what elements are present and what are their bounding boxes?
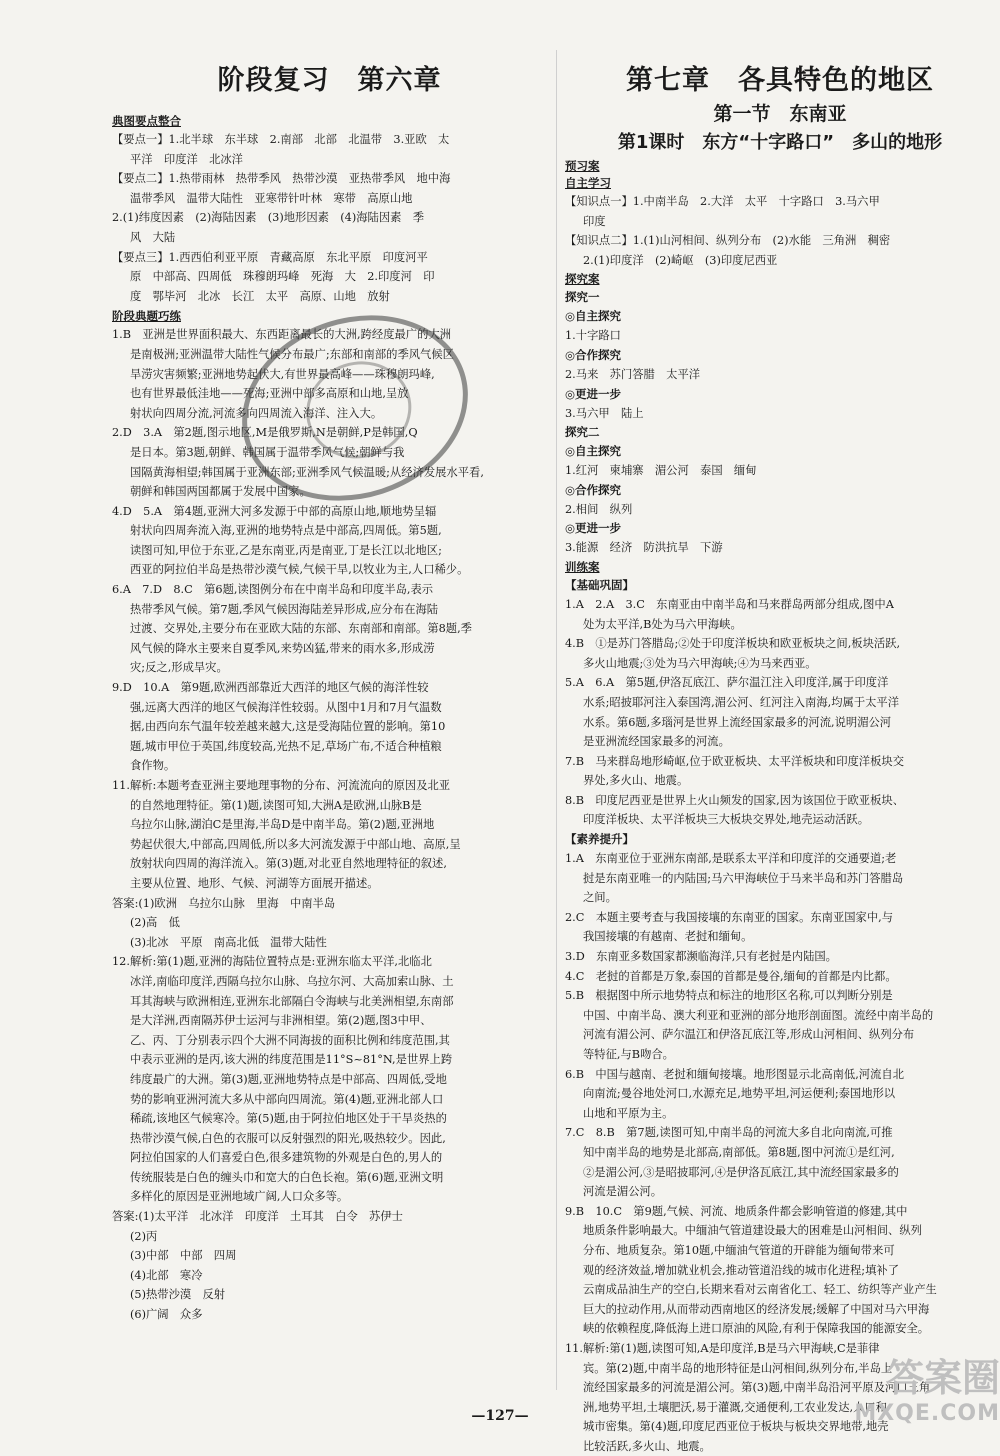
knowledge-line: 【知识点一】1.中南半岛 2.大洋 太平 十字路口 3.马六甲 — [565, 195, 880, 208]
advanced-answer-line: 分布、地质复杂。第10题,中缅油气管道的开辟能为缅甸带来可 — [583, 1243, 895, 1257]
practice-answer-line: 国隔黄海相望;韩国属于亚洲东部;亚洲季风气候温暖;从经济发展水平看, — [130, 465, 484, 479]
basic-answer-line: 界处,多火山、地震。 — [583, 774, 689, 788]
practice-answer-line: 是大洋洲,西南隔苏伊士运河与非洲相望。第(2)题,图3中甲、 — [130, 1014, 432, 1028]
practice-answer-line: 11.解析:本题考查亚洲主要地理事物的分布、河流流向的原因及北亚 — [112, 779, 451, 792]
advanced-answer-line: 比较活跃,多火山、地震。 — [583, 1439, 711, 1453]
practice-answer-line: 的自然地理特征。第(1)题,读图可知,大洲A是欧洲,山脉B是 — [130, 798, 422, 812]
site-watermark — [820, 1356, 1000, 1444]
explore-case-heading: 探究案 — [565, 272, 600, 287]
knowledge-line: 印度 — [583, 214, 606, 228]
practice-answer-line: 题,城市甲位于英国,纬度较高,光热不足,草场广布,不适合种植粮 — [130, 739, 442, 753]
practice-answer-line: 主要从位置、地形、气候、河湖等方面展开描述。 — [130, 876, 379, 890]
advanced-answer-line: 城市密集。第(4)题,印度尼西亚位于板块与板块交界地带,地壳 — [583, 1420, 889, 1434]
advanced-answer-line: 洲,地势平坦,土壤肥沃,易于灌溉,交通便利,工农业发达,人口和 — [583, 1400, 887, 1414]
practice-answer-line: 射状向四周奔流入海,亚洲的地势特点是中部高,四周低。第5题, — [130, 524, 442, 538]
basic-answer-line: 印度洋板块、太平洋板块三大板块交界处,地壳运动活跃。 — [583, 813, 870, 827]
map-point-line: 原 中部高、四周低 珠穆朗玛峰 死海 大 2.印度河 印 — [130, 270, 435, 284]
map-point-line: 温带季风 温带大陆性 亚寒带针叶林 寒带 高原山地 — [130, 191, 413, 205]
advanced-answer-line: 5.B 根据图中所示地势特点和标注的地形区名称,可以判断分别是 — [565, 989, 893, 1003]
practice-answer-line: 旱涝灾害频繁;亚洲地势起伏大,有世界最高峰——珠穆朗玛峰, — [130, 367, 435, 381]
chapter-title: 第七章 各具特色的地区 — [626, 65, 934, 96]
advanced-answer-line: 地质条件影响最大。中缅油气管道建设最大的困难是山河相间、纵列 — [583, 1224, 922, 1238]
practice-answer-line: 也有世界最低洼地——死海;亚洲中部多高原和山地,呈放 — [130, 387, 409, 401]
knowledge-point-one — [565, 192, 995, 231]
column-divider — [556, 50, 557, 1390]
practice-answer-line: 乙、丙、丁分别表示四个大洲不同海拔的面积比例和纬度范围,其 — [130, 1033, 450, 1047]
basic-answer-line: 4.B ①是苏门答腊岛;②处于印度洋板块和欧亚板块之间,板块活跃, — [565, 637, 901, 651]
explore-subheading: ◎自主探究 — [565, 309, 622, 324]
lesson-title: 第1课时 东方“十字路口” 多山的地形 — [617, 132, 943, 153]
basic-answer-line: 8.B 印度尼西亚是世界上火山频发的国家,因为该国位于欧亚板块、 — [565, 793, 904, 807]
basic-answer-line: 水系;昭披耶河注入泰国湾,湄公河、红河注入南海,均属于太平洋 — [583, 695, 900, 709]
advanced-answer-line: 流经国家最多的河流是湄公河。第(3)题,中南半岛沿河平原及河口三角 — [583, 1381, 931, 1395]
practice-answer-line: 稀疏,该地区气候寒冷。第(5)题,由于阿拉伯地区处于干旱炎热的 — [130, 1112, 447, 1126]
advanced-answer-line: 宾。第(2)题,中南半岛的地形特征是山河相间,纵列分布,半岛上 — [583, 1361, 893, 1375]
explore-subheading: ◎自主探究 — [565, 444, 622, 459]
practice-answer-line: 风气候的降水主要来自夏季风,来势凶猛,带来的雨水多,形成涝 — [130, 641, 435, 655]
practice-answer-line: 热带沙漠气候,白色的衣服可以反射强烈的阳光,吸热较少。因此, — [130, 1131, 446, 1145]
section-title: 第一节 东南亚 — [713, 103, 847, 125]
practice-answer-line: 是南极洲;亚洲温带大陆性气候分布最广;东部和南部的季风气候区 — [130, 347, 454, 361]
practice-answer-line: 冰洋,南临印度洋,西隔乌拉尔山脉、乌拉尔河、大高加索山脉、土 — [130, 974, 454, 988]
advanced-answer-line: 4.C 老挝的首都是万象,泰国的首都是曼谷,缅甸的首都是内比都。 — [565, 969, 897, 983]
basic-answer-line: 7.B 马来群岛地形崎岖,位于欧亚板块、太平洋板块和印度洋板块交 — [565, 754, 904, 768]
explore-one-block — [565, 307, 995, 423]
left-column — [112, 58, 547, 1325]
practice-answer-line: 6.A 7.D 8.C 第6题,读图例分布在中南半岛和印度半岛,表示 — [112, 583, 434, 597]
practice-answer-line: 多样化的原因是亚洲地域广阔,人口众多等。 — [130, 1190, 349, 1204]
practice-answer-line: 势的影响亚洲河流大多从中部向四周流。第(4)题,亚洲北部人口 — [130, 1092, 444, 1106]
practice-answer-line: 朝鲜和韩国两国都属于发展中国家。 — [130, 485, 311, 499]
practice-answer-line: 纬度最广的大洲。第(3)题,亚洲地势特点是中部高、四周低,受地 — [130, 1072, 447, 1086]
advanced-answer-line: 河流是湄公河。 — [583, 1185, 663, 1199]
practice-answer-line: 据,由西向东气温年较差越来越大,这是受海陆位置的影响。第10 — [130, 720, 446, 734]
map-point-line: 风 大陆 — [130, 230, 176, 244]
advanced-answer-line: 巨大的拉动作用,从而带动西南地区的经济发展;缓解了中国对马六甲海 — [583, 1302, 930, 1316]
practice-answer-line: 势起伏很大,中部高,四周低,所以多大河流发源于中部山地、高原,呈 — [130, 837, 461, 851]
advanced-answer-line: 等特征,与B吻合。 — [583, 1048, 674, 1061]
practice-answer-line: 答案:(1)欧洲 乌拉尔山脉 里海 中南半岛 — [112, 896, 336, 910]
basic-answer-line: 是亚洲流经国家最多的河流。 — [583, 735, 730, 749]
advanced-answer-line: 11.解析:第(1)题,读图可知,A是印度洋,B是马六甲海峡,C是菲律 — [565, 1341, 880, 1355]
practice-answer-line: 9.D 10.A 第9题,欧洲西部靠近大西洋的地区气候的海洋性较 — [112, 681, 429, 695]
explore-answer: 3.马六甲 陆上 — [565, 406, 644, 420]
advanced-answer-line: 挝是东南亚唯一的内陆国;马六甲海峡位于马来半岛和苏门答腊岛 — [583, 871, 904, 885]
basic-answer-line: 多火山地震;③处为马六甲海峡;④为马来西亚。 — [583, 656, 817, 670]
map-point-line: 2.(1)纬度因素 (2)海陆因素 (3)地形因素 (4)海陆因素 季 — [112, 211, 425, 225]
practice-answer-line: 强,远离大西洋的地区气候海洋性较弱。从图中1月和7月气温数 — [130, 700, 442, 714]
practice-answer-line: (2)高 低 — [130, 916, 180, 930]
advanced-heading: 【素养提升】 — [565, 832, 634, 847]
practice-answer-line: 4.D 5.A 第4题,亚洲大河多发源于中部的高原山地,顺地势呈辐 — [112, 504, 437, 518]
practice-answer-line: 是日本。第3题,朝鲜、韩国属于温带季风气候;朝鲜与我 — [130, 445, 405, 459]
practice-answer-line: 灾;反之,形成旱灾。 — [130, 661, 228, 675]
map-section-heading: 典图要点整合 — [112, 114, 181, 128]
advanced-answer-line: 我国接壤的有越南、老挝和缅甸。 — [583, 930, 753, 944]
practice-answer-line: 耳其海峡与欧洲相连,亚洲东北部隔白令海峡与北美洲相望,东南部 — [130, 994, 454, 1008]
practice-section-heading: 阶段典题巧练 — [112, 309, 181, 324]
advanced-answer-line: 山地和平原为主。 — [583, 1106, 674, 1120]
explore-answer: 1.红河 柬埔寨 湄公河 泰国 缅甸 — [565, 464, 757, 478]
explore-subheading: ◎合作探究 — [565, 347, 622, 362]
explore-subheading: ◎更进一步 — [565, 521, 622, 536]
advanced-answer-line: 云南成品油生产的空白,长期来看对云南省化工、轻工、纺织等产业产生 — [583, 1283, 937, 1297]
explore-answer: 1.十字路口 — [565, 329, 621, 343]
map-point-line: 【要点二】1.热带雨林 热带季风 热带沙漠 亚热带季风 地中海 — [112, 172, 451, 186]
practice-answer-line: 1.B 亚洲是世界面积最大、东西距离最长的大洲,跨经度最广的大洲 — [112, 328, 451, 342]
preview-heading: 预习案 — [565, 159, 600, 173]
practice-answer-line: 射状向四周分流,河流多向四周流入海洋、注入大。 — [130, 406, 383, 420]
watermark-en: MXQE.COM — [854, 1401, 1000, 1426]
advanced-answer-line: 9.B 10.C 第9题,气候、河流、地质条件都会影响管道的修建,其中 — [565, 1204, 908, 1218]
basic-answer-line: 1.A 2.A 3.C 东南亚由中南半岛和马来群岛两部分组成,图中A — [565, 597, 894, 611]
advanced-answer-line: 观的经济效益,增加就业机会,推动管道沿线的城市化进程;填补了 — [583, 1263, 900, 1277]
practice-answer-line: (5)热带沙漠 反射 — [130, 1288, 226, 1302]
explore-answer: 2.相间 纵列 — [565, 502, 633, 516]
knowledge-point-two — [565, 231, 995, 270]
practice-answer-line: 12.解析:第(1)题,亚洲的海陆位置特点是:亚洲东临太平洋,北临北 — [112, 955, 432, 969]
advanced-answer-line: 2.C 本题主要考查与我国接壤的东南亚的国家。东南亚国家中,与 — [565, 910, 894, 924]
basic-answer-line: 水系。第6题,多瑙河是世界上流经国家最多的河流,说明湄公河 — [583, 715, 892, 729]
practice-answer-line: (6)广阔 众多 — [130, 1308, 203, 1322]
advanced-answer-line: 1.A 东南亚位于亚洲东南部,是联系太平洋和印度洋的交通要道;老 — [565, 852, 897, 866]
practice-answer-line: 中表示亚洲的是丙,该大洲的纬度范围是11°S~81°N,是世界上跨 — [130, 1053, 453, 1067]
practice-answer-line: 2.D 3.A 第2题,图示地区,M是俄罗斯,N是朝鲜,P是韩国,Q — [112, 426, 418, 440]
self-study-heading: 自主学习 — [565, 176, 611, 190]
advanced-answer-line: 中国、中南半岛、澳大利亚和亚洲的部分地形剖面图。流经中南半岛的 — [583, 1008, 934, 1022]
practice-answer-line: 传统服装是白色的缠头巾和宽大的白色长袍。第(6)题,亚洲文明 — [130, 1170, 444, 1184]
advanced-answer-line: 3.D 东南亚多数国家都濒临海洋,只有老挝是内陆国。 — [565, 950, 837, 964]
practice-answer-line: (3)中部 中部 四周 — [130, 1249, 237, 1263]
practice-answer-line: 过渡、交界处,主要分布在亚欧大陆的东部、东南部和南部。第8题,季 — [130, 622, 472, 636]
basic-answer-line: 5.A 6.A 第5题,伊洛瓦底江、萨尔温江注入印度洋,属于印度洋 — [565, 676, 889, 690]
advanced-answer-line: 7.C 8.B 第7题,读图可知,中南半岛的河流大多自北向南流,可推 — [565, 1126, 893, 1140]
basic-answers-block — [565, 595, 995, 830]
practice-answer-line: 阿拉伯国家的人们喜爱白色,很多建筑物的外观是白色的,男人的 — [130, 1151, 443, 1165]
practice-answer-line: 答案:(1)太平洋 北冰洋 印度洋 土耳其 白令 苏伊士 — [112, 1210, 403, 1224]
knowledge-line: 2.(1)印度洋 (2)崎岖 (3)印度尼西亚 — [583, 253, 778, 267]
explore-two-block — [565, 442, 995, 558]
practice-answer-line: 热带季风气候。第7题,季风气候因海陆差异形成,应分布在海陆 — [130, 602, 439, 616]
explore-subheading: ◎合作探究 — [565, 482, 622, 497]
advanced-answer-line: 6.B 中国与越南、老挝和缅甸接壤。地形图显示北高南低,河流自北 — [565, 1067, 904, 1081]
practice-answer-line: 读图可知,甲位于东亚,乙是东南亚,丙是南亚,丁是长江以北地区; — [130, 543, 442, 557]
practice-answers-block — [112, 325, 547, 1324]
explore-one-heading: 探究一 — [565, 290, 600, 305]
advanced-answer-line: 向南流;曼谷地处河口,水源充足,地势平坦,河运便利;泰国地形以 — [583, 1087, 896, 1101]
map-point-line: 度 鄂毕河 北冰 长江 太平 高原、山地 放射 — [130, 289, 390, 303]
practice-answer-line: 放射状向四周的海洋流入。第(3)题,对北亚自然地理特征的叙述, — [130, 857, 447, 871]
basic-answer-line: 处为太平洋,B处为马六甲海峡。 — [583, 617, 742, 631]
practice-answer-line: 食作物。 — [130, 759, 176, 773]
advanced-answer-line: 知中南半岛的地势是北部高,南部低。第8题,图中河流①是红河, — [583, 1145, 895, 1159]
left-page-title: 阶段复习 第六章 — [217, 65, 442, 96]
basic-heading: 【基础巩固】 — [565, 577, 634, 592]
map-points-block — [112, 130, 547, 306]
explore-answer: 2.马来 苏门答腊 太平洋 — [565, 367, 701, 381]
map-point-line: 【要点三】1.西西伯利亚平原 青藏高原 东北平原 印度河平 — [112, 250, 428, 264]
practice-answer-line: (2)丙 — [130, 1229, 158, 1243]
advanced-answer-line: ②是湄公河,③是昭披耶河,④是伊洛瓦底江,其中流经国家最多的 — [583, 1165, 899, 1179]
watermark-cn: 答案圈 — [885, 1356, 1000, 1400]
explore-subheading: ◎更进一步 — [565, 386, 622, 401]
training-heading: 训练案 — [565, 559, 600, 574]
explore-two-heading: 探究二 — [565, 425, 600, 440]
advanced-answer-line: 峡的依赖程度,降低海上进口原油的风险,有利于保障我国的能源安全。 — [583, 1322, 930, 1336]
knowledge-line: 【知识点二】1.(1)山河相间、纵列分布 (2)水能 三角洲 稠密 — [565, 234, 891, 248]
practice-answer-line: 西亚的阿拉伯半岛是热带沙漠气候,气候干旱,以牧业为主,人口稀少。 — [130, 563, 469, 577]
advanced-answer-line: 河流有湄公河、萨尔温江和伊洛瓦底江等,形成山河相间、纵列分布 — [583, 1028, 915, 1042]
practice-answer-line: (3)北冰 平原 南高北低 温带大陆性 — [130, 935, 327, 949]
practice-answer-line: (4)北部 寒冷 — [130, 1268, 203, 1282]
right-column — [565, 58, 995, 1456]
practice-answer-line: 乌拉尔山脉,湖泊C是里海,半岛D是中南半岛。第(2)题,亚洲地 — [130, 818, 435, 832]
advanced-answer-line: 之间。 — [583, 891, 617, 905]
map-point-line: 平洋 印度洋 北冰洋 — [130, 152, 243, 166]
explore-answer: 3.能源 经济 防洪抗旱 下游 — [565, 541, 723, 555]
map-point-line: 【要点一】1.北半球 东半球 2.南部 北部 北温带 3.亚欧 太 — [112, 133, 450, 146]
page-number: —127— — [471, 1408, 529, 1424]
